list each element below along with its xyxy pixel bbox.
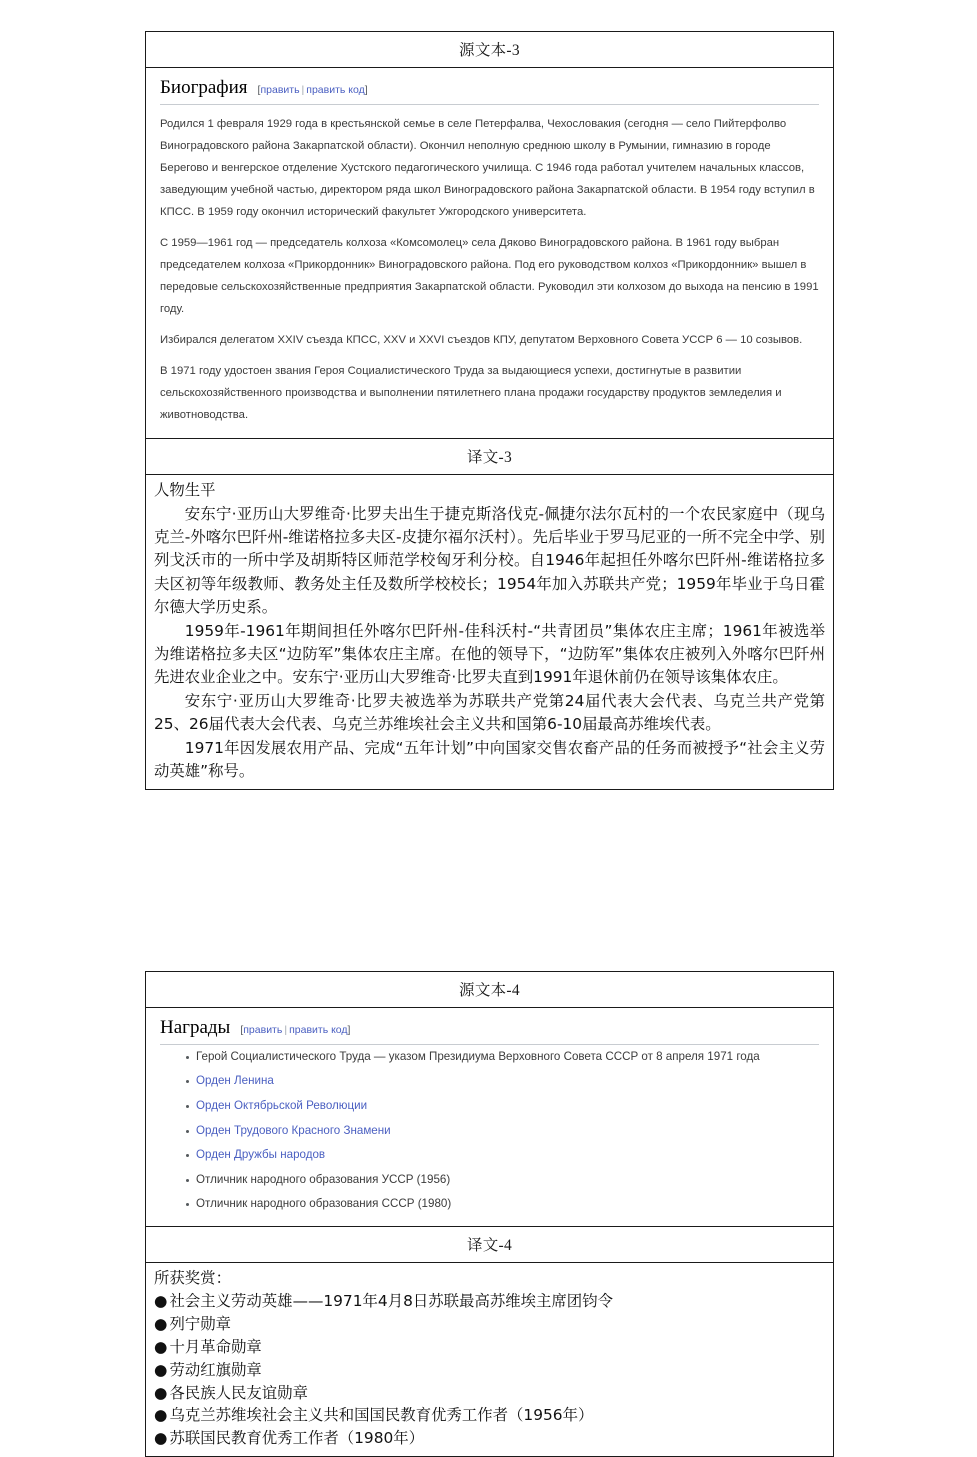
edit-links [240, 1024, 350, 1036]
source-paragraph: С 1959—1961 год — председатель колхоза «Комсомолец» села Дяково Виноградовского района. В 1961 году выбран председателем колхоза «Прикордонник» Виноградовского района. Под его руководством колхоз «Прикордонник» вышел в передовые сельскохозяйственные предприятия Закарпатской области. Руководил эти колхозом до выхода на пенсию в 1991 году. [160, 236, 819, 316]
translation-award-text: 苏联国民教育优秀工作者（1980年） [169, 1429, 425, 1448]
comparison-block-3 [145, 31, 834, 790]
translation-award-text: 十月革命勋章 [169, 1338, 262, 1357]
translation-banner-4: 译文-4 [145, 1227, 834, 1263]
translation-paragraph: 1971年因发展农用产品、完成“五年计划”中向国家交售农畜产品的任务而被授予“社会主义劳动英雄”称号。 [154, 738, 825, 780]
bracket-open: [ [240, 1024, 244, 1036]
translation-paragraph: 安东宁·亚历山大罗维奇·比罗夫被选举为苏联共产党第24届代表大会代表、乌克兰共产党第25、26届代表大会代表、乌克兰苏维埃社会主义共和国第6-10届最高苏维埃代表。 [154, 691, 825, 734]
source-banner-3: 源文本-3 [145, 31, 834, 68]
translation-award-item [154, 1359, 825, 1382]
award-link[interactable]: Орден Ленина [196, 1074, 274, 1088]
translation-award-item [154, 1427, 825, 1450]
translation-banner-3: 译文-3 [145, 439, 834, 475]
translation-award-item [154, 1382, 825, 1405]
edit-source-link[interactable]: править код [289, 1024, 348, 1036]
award-item[interactable] [186, 1125, 819, 1137]
translation-award-text: 乌克兰苏维埃社会主义共和国国民教育优秀工作者（1956年） [169, 1406, 594, 1425]
edit-link[interactable]: править [243, 1024, 283, 1036]
bullet-icon: ● [154, 1360, 168, 1379]
translation-award-text: 列宁勋章 [169, 1315, 232, 1334]
bullet-icon: ● [154, 1315, 168, 1334]
award-text: Отличник народного образования УССР (1956) [196, 1172, 451, 1186]
award-item [186, 1051, 819, 1063]
source-paragraph: Избирался делегатом XXIV съезда КПСС, XXV и XXVI съездов КПУ, депутатом Верховного Совета УССР 6 — 10 созывов. [160, 334, 803, 347]
award-link[interactable]: Орден Октябрьской Революции [196, 1099, 368, 1113]
edit-source-link[interactable]: править код [306, 84, 365, 96]
award-link[interactable]: Орден Дружбы народов [196, 1148, 326, 1162]
translation-award-item [154, 1313, 825, 1336]
edit-link[interactable]: править [260, 84, 300, 96]
translation-title: 所获奖赏： [154, 1269, 231, 1288]
translation-paragraph: 1959年-1961年期间担任外喀尔巴阡州-佳科沃村-“共青团员”集体农庄主席；1961年被选举为维诺格拉多夫区“边防军”集体农庄主席。在他的领导下，“边防军”集体农庄被列入外喀尔巴阡州先进农业企业之中。安东宁·亚历山大罗维奇·比罗夫直到1991年退休前仍在领导该集体农庄。 [154, 621, 825, 687]
award-item[interactable] [186, 1149, 819, 1161]
translation-awards-list [154, 1290, 825, 1450]
bullet-icon: ● [154, 1383, 168, 1402]
translation-award-text: 社会主义劳动英雄——1971年4月8日苏联最高苏维埃主席团钧令 [169, 1292, 613, 1311]
bullet-icon: ● [154, 1406, 168, 1425]
translation-award-item [154, 1290, 825, 1313]
section-title: Награды [160, 1017, 231, 1038]
translation-award-item [154, 1336, 825, 1359]
bullet-icon: ● [154, 1292, 168, 1311]
award-text: Герой Социалистического Труда — указом Президиума Верховного Совета СССР от 8 апреля 1971 года [196, 1049, 760, 1063]
source-banner-4: 源文本-4 [145, 971, 834, 1008]
source-paragraph: Родился 1 февраля 1929 года в крестьянской семье в селе Петерфалва, Чехословакия (сегодня — село Пийтерфолво Виноградовского района Закарпатской области). Окончил неполную среднюю школу в Румынии, гимназию в городе Берегово и венгерское отделение Хустского педагогического училища. С 1946 года работал учителем начальных классов, заведующим учебной частью, директором ряда школ Виноградовского района Закарпатской области. В 1954 году вступил в КПСС. В 1959 году окончил исторический факультет Ужгородского университета. [160, 117, 815, 218]
translation-pane-3 [145, 475, 834, 790]
source-paragraph: В 1971 году удостоен звания Героя Социалистического Труда за выдающиеся успехи, достигнутые в развитии сельскохозяйственного производства и выполнении пятилетнего плана продажи государству продуктов земледелия и животноводства. [160, 365, 782, 422]
edit-separator: | [301, 84, 305, 96]
section-title: Биография [160, 77, 248, 98]
translation-paragraph: 安东宁·亚历山大罗维奇·比罗夫出生于捷克斯洛伐克-佩捷尔法尔瓦村的一个农民家庭中（现乌克兰-外喀尔巴阡州-维诺格拉多夫区-皮捷尔福尔沃村）。先后毕业于罗马尼亚的一所不完全中学、别列戈沃市的一所中学及胡斯特区师范学校匈牙利分校。自1946年起担任外喀尔巴阡州-维诺格拉多夫区初等年级教师、教务处主任及数所学校校长；1954年加入苏联共产党；1959年毕业于乌日霍尔德大学历史系。 [154, 504, 825, 617]
edit-links [258, 84, 368, 96]
bracket-close: ] [347, 1024, 351, 1036]
award-item [186, 1174, 819, 1186]
award-item[interactable] [186, 1075, 819, 1087]
translation-award-item [154, 1404, 825, 1427]
awards-list [160, 1051, 819, 1210]
award-text: Отличник народного образования СССР (1980) [196, 1197, 452, 1211]
translation-award-text: 各民族人民友谊勋章 [169, 1383, 308, 1402]
bracket-close: ] [364, 84, 368, 96]
bullet-icon: ● [154, 1429, 168, 1448]
edit-separator: | [284, 1024, 288, 1036]
comparison-block-4 [145, 971, 834, 1457]
bracket-open: [ [257, 84, 261, 96]
award-link[interactable]: Орден Трудового Красного Знамени [196, 1123, 391, 1137]
wiki-section-header-biography [160, 78, 819, 105]
source-pane-4 [145, 1008, 834, 1227]
source-pane-3 [145, 68, 834, 439]
wiki-section-header-awards [160, 1018, 819, 1045]
translation-award-text: 劳动红旗勋章 [169, 1360, 262, 1379]
translation-pane-4 [145, 1263, 834, 1457]
bullet-icon: ● [154, 1338, 168, 1357]
award-item[interactable] [186, 1100, 819, 1112]
award-item [186, 1198, 819, 1210]
translation-title: 人物生平 [154, 481, 216, 500]
